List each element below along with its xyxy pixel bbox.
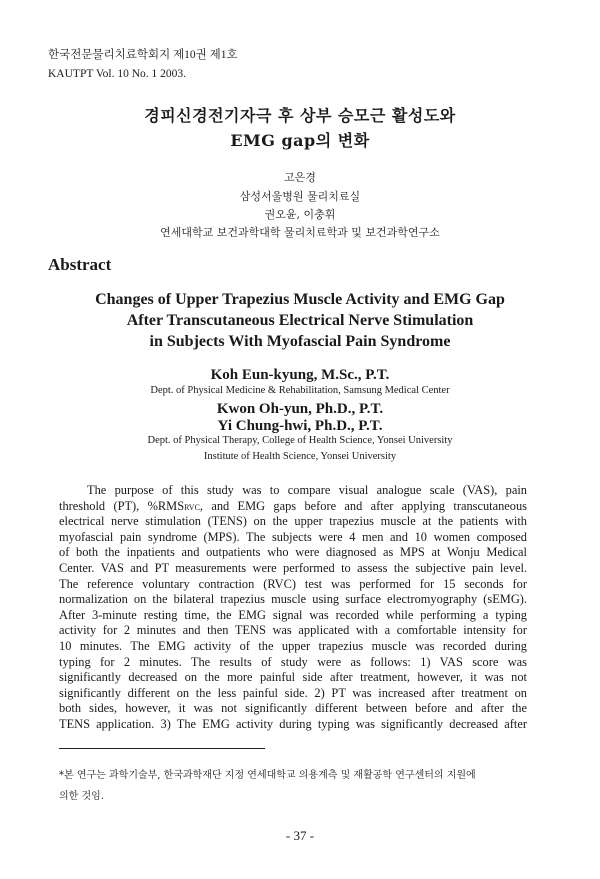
korean-title-line-1: 경피신경전기자극 후 상부 승모근 활성도와 [144,106,456,125]
english-affiliation-3b: Institute of Health Science, Yonsei University [203,451,397,462]
page-number: - 37 - [285,828,315,843]
abstract-line: The purpose of this study was to compare visual analogue scale (VAS), pain [87,483,527,497]
abstract-body [59,483,527,733]
english-title-line-3: in Subjects With Myofascial Pain Syndrome [149,333,451,350]
abstract-line: myofascial pain syndrome (MPS). The subjects were 4 men and 10 women composed [59,529,527,544]
abstract-line: both sides, however, it was not significantly different between before and after the [59,701,527,716]
korean-title-line-2: EMG gap의 변화 [230,131,370,150]
abstract-heading: Abstract [48,255,112,274]
english-author-2: Kwon Oh-yun, Ph.D., P.T. [216,401,384,417]
abstract-line: typing for 2 minutes. The results of study were as follows: 1) VAS score was [59,654,527,669]
abstract-line: Center. VAS and PT measurements were performed to assess the subjective pain level. [59,560,527,575]
footnote-line-2: 의한 것임. [59,791,104,802]
korean-affiliation-1: 삼성서울병원 물리치료실 [239,190,361,203]
abstract-line: 10 minutes. The EMG activity of the upper trapezius muscle was recorded during [59,638,527,653]
abstract-line: After 3-minute resting time, the EMG signal was recorded while performing a typing [59,607,527,622]
abstract-line: activity for 2 minutes and then TENS was applicated with a comfortable intensity for [59,623,527,638]
journal-volume-line: KAUTPT Vol. 10 No. 1 2003. [48,68,187,80]
abstract-line: The reference voluntary contraction (RVC) test was performed for 15 seconds for [59,576,527,591]
english-title-line-1: Changes of Upper Trapezius Muscle Activity and EMG Gap [95,291,505,308]
english-affiliation-1: Dept. of Physical Medicine & Rehabilitation, Samsung Medical Center [150,385,450,396]
rvc-subscript: RVC [184,502,200,512]
abstract-line: of both the inpatients and outpatients who were diagnosed as MPS at Wonju Medical [59,545,527,560]
abstract-line: normalization on the bilateral trapezius muscle using surface electromyography (sEMG). [59,592,527,607]
english-affiliation-3a: Dept. of Physical Therapy, College of Health Science, Yonsei University [147,435,453,446]
footnote-divider [59,748,265,749]
korean-author-2: 권오윤, 이충휘 [264,208,336,221]
abstract-line: significantly decreased on the more painful side after treatment, however, it was not [59,670,527,685]
journal-korean-line: 한국전문물리치료학회지 제10권 제1호 [48,49,238,61]
footnote-line-1: *본 연구는 과학기술부, 한국과학재단 지정 연세대학교 의용계측 및 재활공학 연구센터의 지원에 [59,770,476,781]
abstract-line: threshold (PT), %RMSRVC, and EMG gaps before and after applying transcutaneous [59,498,527,513]
english-author-3: Yi Chung-hwi, Ph.D., P.T. [217,418,383,434]
abstract-line: electrical nerve stimulation (TENS) on the upper trapezius muscle at the patients with [59,514,527,529]
english-title-line-2: After Transcutaneous Electrical Nerve Stimulation [126,312,474,329]
abstract-line: TENS application. 3) The EMG activity during typing was significantly decreased after [59,716,527,731]
korean-affiliation-2: 연세대학교 보건과학대학 물리치료학과 및 보건과학연구소 [160,226,440,239]
footnote [59,765,529,807]
abstract-line: significantly different on the less painful side. 2) PT was increased after treatment on [59,685,527,700]
korean-author-1: 고은경 [284,171,316,184]
english-author-1: Koh Eun-kyung, M.Sc., P.T. [210,367,390,383]
